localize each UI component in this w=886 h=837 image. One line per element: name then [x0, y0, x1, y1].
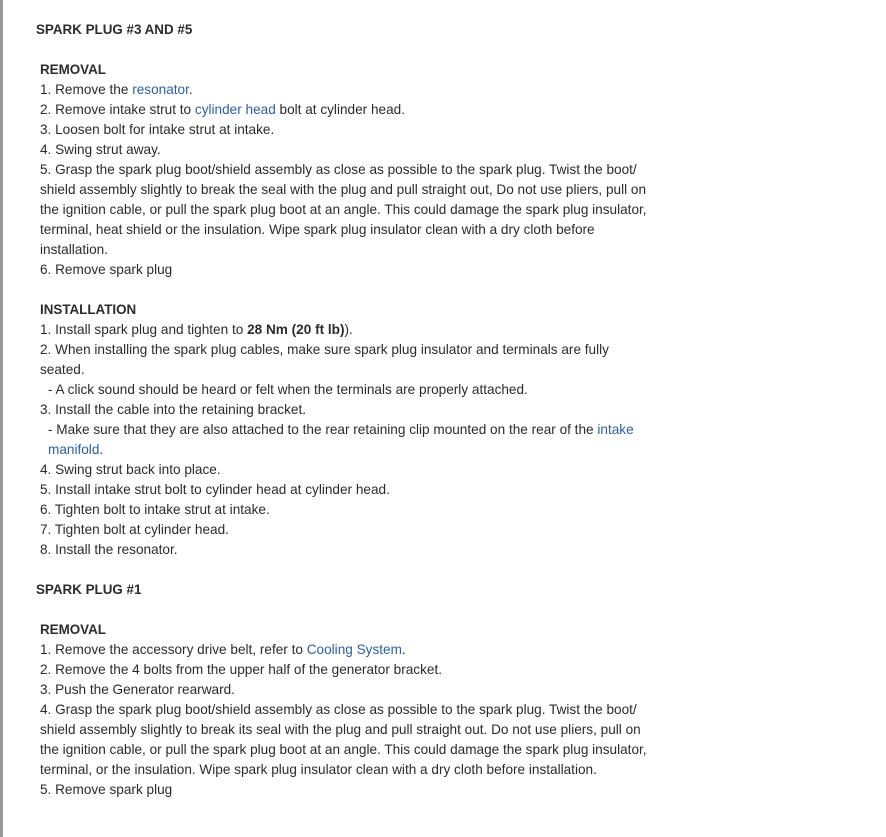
intake-manifold-link[interactable]: intake manifold — [48, 422, 634, 457]
installation-step-6: 6. Tighten bolt to intake strut at intake. — [40, 502, 270, 517]
removal2-step-4: 4. Grasp the spark plug boot/shield assembly as close as possible to the spark plug. Twist the boot/ shield assembly slightly to break its seal with the plug and pull straight out. Do not use pliers, pull on the ignition cable, or pull the spark plug boot at an angle. This could damage the spark plug insulator, terminal, or the insulation. Wipe spark plug insulator clean with a dry cloth before installation. — [40, 702, 647, 777]
section-title-spark-plug-3-5: SPARK PLUG #3 AND #5 — [36, 22, 193, 37]
torque-spec: 28 Nm (20 ft lb) — [247, 322, 345, 337]
removal2-step-3: 3. Push the Generator rearward. — [40, 682, 235, 697]
installation-step-8: 8. Install the resonator. — [40, 542, 178, 557]
installation-step-1: 1. Install spark plug and tighten to 28 Nm (20 ft lb)). — [40, 322, 353, 337]
installation-step-2: 2. When installing the spark plug cables, make sure spark plug insulator and terminals are fully seated. — [40, 342, 609, 377]
removal-step-4: 4. Swing strut away. — [40, 142, 161, 157]
removal-step-1: 1. Remove the resonator. — [40, 82, 193, 97]
removal2-step-1: 1. Remove the accessory drive belt, refer to Cooling System. — [40, 642, 406, 657]
removal-heading: REMOVAL — [40, 62, 106, 77]
cylinder-head-link[interactable]: cylinder head — [194, 102, 276, 117]
installation-heading: INSTALLATION — [40, 302, 137, 317]
removal-heading-2: REMOVAL — [40, 622, 106, 637]
document-body — [36, 20, 656, 800]
removal-step-3: 3. Loosen bolt for intake strut at intake. — [40, 122, 275, 137]
cooling-system-link[interactable]: Cooling System — [306, 642, 402, 657]
removal2-step-5: 5. Remove spark plug — [40, 782, 173, 797]
removal-step-6: 6. Remove spark plug — [40, 262, 173, 277]
installation-step-3-note: - Make sure that they are also attached to the rear retaining clip mounted on the rear of the intake manifold. — [48, 422, 634, 457]
installation-step-2-note: - A click sound should be heard or felt when the terminals are properly attached. — [48, 382, 528, 397]
removal2-step-2: 2. Remove the 4 bolts from the upper half of the generator bracket. — [40, 662, 442, 677]
removal-step-2: 2. Remove intake strut to cylinder head bolt at cylinder head. — [40, 102, 405, 117]
installation-step-4: 4. Swing strut back into place. — [40, 462, 221, 477]
installation-step-3: 3. Install the cable into the retaining bracket. — [40, 402, 306, 417]
installation-step-7: 7. Tighten bolt at cylinder head. — [40, 522, 229, 537]
resonator-link[interactable]: resonator — [132, 82, 189, 97]
section-title-spark-plug-1: SPARK PLUG #1 — [36, 582, 142, 597]
left-border-rule — [0, 0, 3, 837]
removal-step-5: 5. Grasp the spark plug boot/shield assembly as close as possible to the spark plug. Twist the boot/ shield assembly slightly to break the seal with the plug and pull straight out, Do not use pliers, pull on the ignition cable, or pull the spark plug boot at an angle. This could damage the spark plug insulator, terminal, heat shield or the insulation. Wipe spark plug insulator clean with a dry cloth before installation. — [40, 162, 647, 257]
installation-step-5: 5. Install intake strut bolt to cylinder head at cylinder head. — [40, 482, 390, 497]
